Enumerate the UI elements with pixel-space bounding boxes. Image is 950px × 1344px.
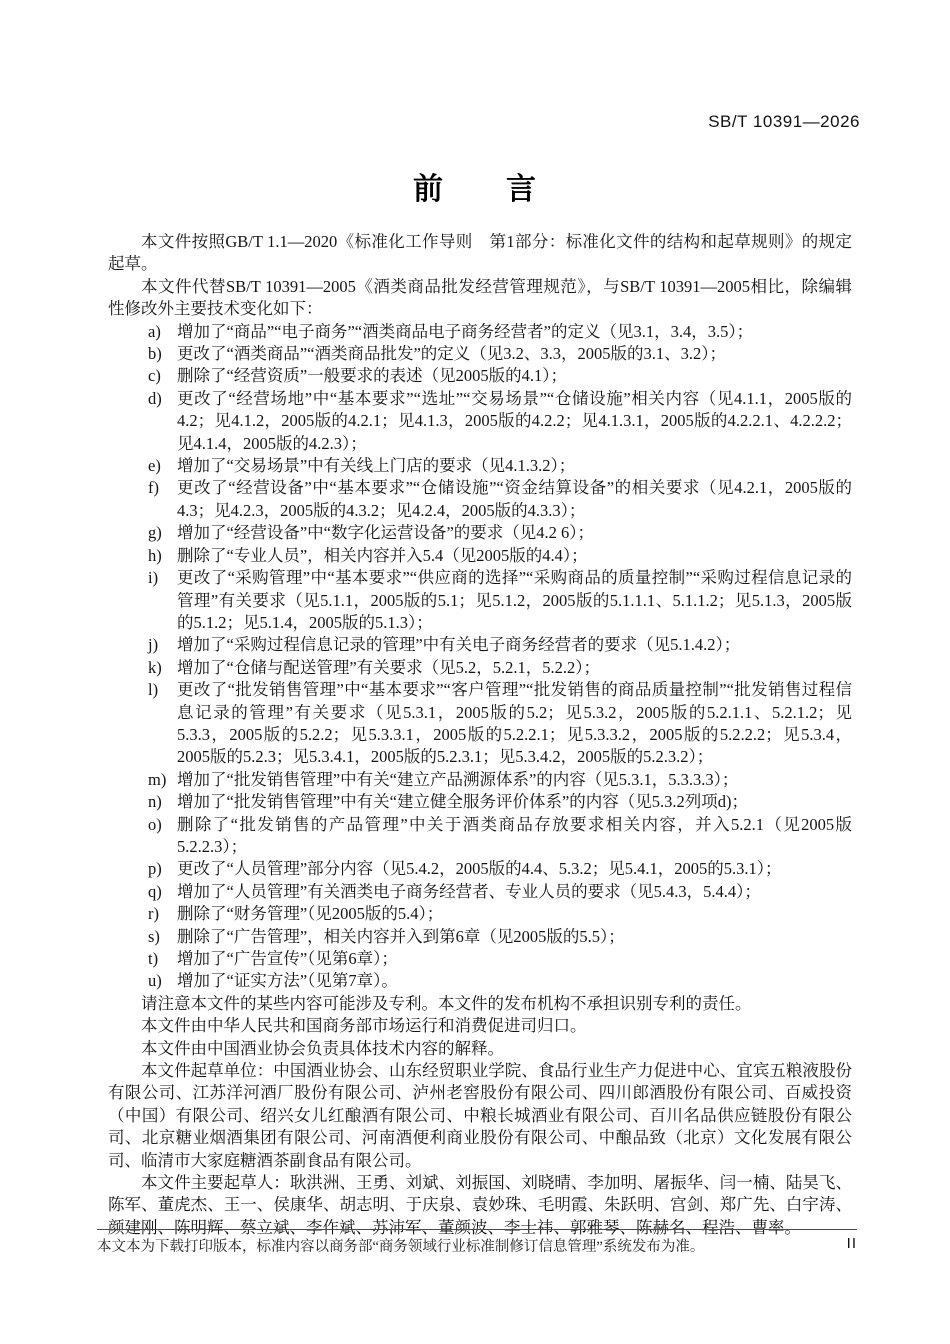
change-label: p) bbox=[148, 859, 162, 879]
change-label: d) bbox=[148, 388, 162, 408]
change-label: k) bbox=[148, 657, 162, 677]
change-item bbox=[108, 634, 852, 656]
change-item bbox=[108, 881, 852, 903]
change-text: 更改了“人员管理”部分内容（见5.4.2，2005版的4.4、5.3.2；见5.4.1，2005的5.3.1）； bbox=[177, 859, 782, 879]
change-text: 增加了“商品”“电子商务”“酒类商品电子商务经营者”的定义（见3.1，3.4，3.5）； bbox=[177, 321, 754, 341]
change-item bbox=[108, 455, 852, 477]
change-label: q) bbox=[148, 881, 162, 901]
drafters-paragraph: 本文件主要起草人：耿洪洲、王勇、刘斌、刘振国、刘晓晴、李加明、屠振华、闫一楠、陆昊飞、陈军、董虎杰、王一、侯康华、胡志明、于庆泉、袁妙珠、毛明霞、朱跃明、宫剑、郑广先、白宇涛、颜建刚、陈明辉、蔡立斌、李作斌、苏沛军、董颜波、李士祎、郭雅琴、陈赫名、程浩、曹率。 bbox=[108, 1173, 852, 1237]
change-item bbox=[108, 858, 852, 880]
change-text: 删除了“专业人员”，相关内容并入5.4（见2005版的4.4）； bbox=[177, 545, 588, 565]
change-text: 删除了“广告管理”，相关内容并入到第6章（见2005版的5.5）； bbox=[177, 926, 625, 946]
change-text: 增加了“采购过程信息记录的管理”中有关电子商务经营者的要求（见5.1.4.2）； bbox=[177, 635, 741, 655]
foreword-body bbox=[108, 231, 852, 1239]
change-text: 更改了“经营设备”中“基本要求”“仓储设施”“资金结算设备”的相关要求（见4.2.1，2005版的4.3；见4.2.3，2005版的4.3.2；见4.2.4，2005版的4.3.3）； bbox=[177, 478, 852, 520]
change-label: i) bbox=[148, 568, 159, 588]
change-label: e) bbox=[148, 456, 161, 476]
change-text: 更改了“采购管理”中“基本要求”“供应商的选择”“采购商品的质量控制”“采购过程信息记录的管理”有关要求（见5.1.1，2005版的5.1；见5.1.2，2005版的5.1.1.1、5.1.1.2；见5.1.3，2005版的5.1.2；见5.1.4，2005版的5.1.3）； bbox=[177, 568, 852, 632]
page-title: 前 言 bbox=[413, 173, 537, 206]
change-text: 增加了“证实方法”（见第7章）。 bbox=[177, 971, 398, 991]
change-item bbox=[108, 321, 852, 343]
change-text: 增加了“仓储与配送管理”有关要求（见5.2，5.2.1，5.2.2）； bbox=[177, 657, 601, 677]
change-label: b) bbox=[148, 344, 162, 364]
change-item bbox=[108, 769, 852, 791]
authority-paragraph: 本文件由中华人民共和国商务部市场运行和消费促进司归口。 bbox=[141, 1016, 587, 1036]
intro-paragraph: 本文件代替SB/T 10391—2005《酒类商品批发经营管理规范》，与SB/T 10391—2005相比，除编辑性修改外主要技术变化如下： bbox=[108, 276, 852, 319]
change-item bbox=[108, 679, 852, 769]
change-text: 增加了“广告宣传”（见第6章）； bbox=[177, 949, 398, 968]
change-label: s) bbox=[148, 926, 160, 946]
change-label: t) bbox=[148, 949, 159, 968]
standard-number: SB/T 10391—2026 bbox=[708, 112, 860, 131]
change-label: u) bbox=[148, 971, 162, 991]
change-label: l) bbox=[148, 680, 159, 700]
change-label: f) bbox=[148, 478, 159, 498]
change-item bbox=[108, 903, 852, 925]
change-item bbox=[108, 926, 852, 948]
change-text: 更改了“经营场地”中“基本要求”“选址”“交易场景”“仓储设施”相关内容（见4.1.1，2005版的4.2；见4.1.2，2005版的4.2.1；见4.1.3，2005版的4.2.2；见4.1.3.1，2005版的4.2.2.1、4.2.2.2；见4.1.4，2005版的4.2.3）； bbox=[177, 388, 852, 453]
change-text: 增加了“经营设备”中“数字化运营设备”的要求（见4.2 6）； bbox=[177, 523, 595, 543]
footer-note: 本文本为下载打印版本，标准内容以商务部“商务领域行业标准制修订信息管理”系统发布为准。 bbox=[97, 1239, 705, 1255]
change-label: o) bbox=[148, 814, 162, 834]
change-text: 删除了“财务管理”（见2005版的5.4）； bbox=[177, 904, 444, 924]
patent-notice: 请注意本文件的某些内容可能涉及专利。本文件的发布机构不承担识别专利的责任。 bbox=[141, 993, 752, 1013]
change-text: 增加了“批发销售管理”中有关“建立产品溯源体系”的内容（见5.3.1，5.3.3.3）； bbox=[177, 769, 739, 789]
change-text: 增加了“人员管理”有关酒类电子商务经营者、专业人员的要求（见5.4.3，5.4.4）； bbox=[177, 881, 761, 901]
change-item bbox=[108, 567, 852, 634]
change-text: 更改了“酒类商品”“酒类商品批发”的定义（见3.2、3.3，2005版的3.1、3.2）； bbox=[177, 344, 727, 364]
changes-list bbox=[108, 321, 852, 993]
change-label: r) bbox=[148, 904, 159, 924]
change-label: a) bbox=[148, 321, 161, 341]
change-label: m) bbox=[148, 769, 167, 789]
change-text: 增加了“批发销售管理”中有关“建立健全服务评价体系”的内容（见5.3.2列项d)； bbox=[177, 792, 749, 812]
change-item bbox=[108, 388, 852, 455]
page-footer bbox=[97, 1229, 857, 1256]
page-number: II bbox=[846, 1235, 857, 1252]
change-text: 增加了“交易场景”中有关线上门店的要求（见4.1.3.2）； bbox=[177, 456, 576, 476]
change-label: h) bbox=[148, 545, 162, 565]
change-label: c) bbox=[148, 366, 161, 386]
change-item bbox=[108, 970, 852, 992]
change-label: g) bbox=[148, 523, 162, 543]
change-item bbox=[108, 522, 852, 544]
interpretation-paragraph: 本文件由中国酒业协会负责具体技术内容的解释。 bbox=[141, 1038, 504, 1058]
change-text: 更改了“批发销售管理”中“基本要求”“客户管理”“批发销售的商品质量控制”“批发销售过程信息记录的管理”有关要求（见5.3.1，2005版的5.2；见5.3.2，2005版的5.2.1.1、5.2.1.2；见5.3.3，2005版的5.2.2；见5.3.3.1，2005版的5.2.2.1；见5.3.3.2，2005版的5.2.2.2；见5.3.4，2005版的5.2.3；见5.3.4.1，2005版的5.2.3.1；见5.3.4.2，2005版的5.2.3.2）； bbox=[177, 680, 852, 767]
change-item bbox=[108, 365, 852, 387]
change-label: j) bbox=[148, 635, 159, 655]
drafting-units-paragraph: 本文件起草单位：中国酒业协会、山东经贸职业学院、食品行业生产力促进中心、宜宾五粮液股份有限公司、江苏洋河酒厂股份有限公司、泸州老窖股份有限公司、四川郎酒股份有限公司、百威投资（中国）有限公司、绍兴女儿红酿酒有限公司、中粮长城酒业有限公司、百川名品供应链股份有限公司、北京糖业烟酒集团有限公司、河南酒便利商业股份有限公司、中酿品致（北京）文化发展有限公司、临清市大家庭糖酒茶副食品有限公司。 bbox=[108, 1061, 852, 1170]
intro-paragraph: 本文件按照GB/T 1.1—2020《标准化工作导则 第1部分：标准化文件的结构和起草规则》的规定起草。 bbox=[108, 232, 852, 274]
change-item bbox=[108, 343, 852, 365]
change-item bbox=[108, 948, 852, 970]
change-text: 删除了“经营资质”一般要求的表述（见2005版的4.1）； bbox=[177, 366, 568, 386]
change-label: n) bbox=[148, 792, 162, 812]
change-item bbox=[108, 657, 852, 679]
change-item bbox=[108, 545, 852, 567]
change-item bbox=[108, 814, 852, 859]
change-item bbox=[108, 791, 852, 813]
change-item bbox=[108, 477, 852, 522]
change-text: 删除了“批发销售的产品管理”中关于酒类商品存放要求相关内容，并入5.2.1（见2005版5.2.2.3）； bbox=[177, 814, 852, 856]
